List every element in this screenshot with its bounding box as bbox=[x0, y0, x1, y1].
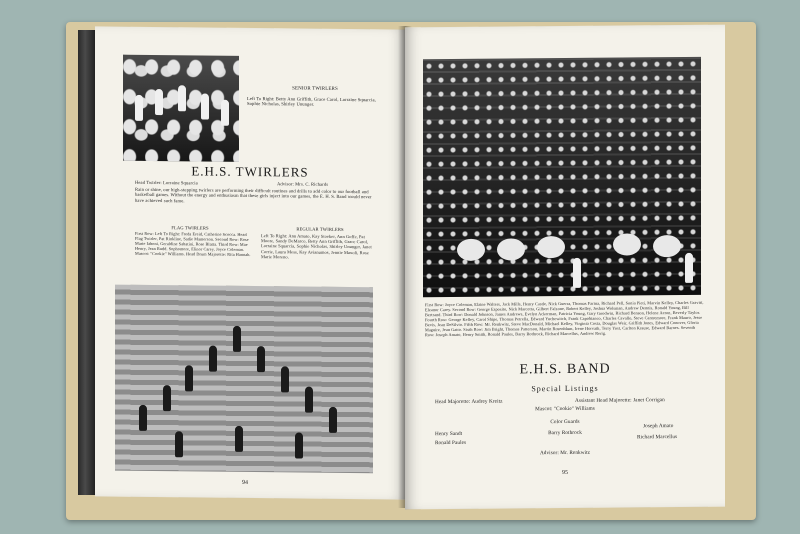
senior-twirlers-names: Left To Right: Betty Ann Griffith, Grace Carol, Lorraine Squarcia, Sophie Nicholas, Shirley Ununger. bbox=[247, 95, 376, 108]
band-advisor: Advisor: Mr. Renkwitz bbox=[539, 449, 591, 457]
twirler-figure bbox=[209, 346, 217, 372]
twirlers-title: E.H.S. TWIRLERS bbox=[191, 163, 309, 180]
twirler-figure bbox=[235, 426, 243, 452]
guard-name: Joseph Amato bbox=[643, 423, 674, 430]
majorette-figure bbox=[573, 258, 581, 288]
twirler-figure bbox=[163, 385, 171, 411]
assistant-head-majorette: Assistant Head Majorette: Janet Corrigan bbox=[575, 397, 665, 404]
twirlers-paragraph: Rain or shine, our high-stepping twirlers are performing their difficult routines and drills to add color to our football and basketball games. Without the energy and enthusiasm that these girls inject into our games, the E. H. S. Band would never have achieved such fame. bbox=[135, 186, 372, 204]
drum bbox=[457, 239, 485, 261]
guard-name: Henry Sandt bbox=[435, 430, 463, 438]
twirler-figure bbox=[185, 365, 193, 391]
twirler-figure bbox=[295, 432, 303, 458]
twirler-figure bbox=[257, 346, 265, 372]
band-caption: First Row: Joyce Coleman, Elaine Walters, Jack Mills, Henry Castle, Nick Guerra, Thomas Farina, Richard Pell, Sonia Pieti, Marvin Kelley, Charles Gravitt, Eleanor Carey. Second Row: George Esposito, Nick Marcetta, Gilbert Falzone, Robert Kelley, Joshua Wolsman, Andrew Dennis, Ronald Young, Bill Bertrand. Third Row: Donald Johnson, James Andrews, Evelyn Ackerman, Patricia Young, Gary Goodwin, Richard Benson, Helene Aeron, Beverly Taylor. Fourth Row: George Kelley, Carol Shipe, Thomas Petrella, Edward Yuchewitch, Frank Capobianco, Charles Cavallo, Steve Cantremore, Frank Mauro, Jesse Bevis, Jean DeSilvio. Fifth Row: Mr. Renkwitz, Steve MacDonald, Michael Kelley, Virginia Costa, Douglas Weir, Griffith Jones, Edward Conover, Gloria Maguire, Jean Gatto. Sixth Row: Jim Bright, Thomas Patterson, Martin Rosenblum, Irene Horvath, Terry Yost, Carlton Krause, Edward Barnes. Seventh Row: Joseph Amato, Henry Smith, Ronald Paules, Barry Rothrock, Richard Marcellus, Andrew Rerig. bbox=[425, 299, 704, 337]
twirlers-group-photo bbox=[115, 285, 373, 474]
band-group-photo bbox=[423, 57, 701, 297]
twirler-figure bbox=[221, 100, 229, 126]
right-page bbox=[405, 25, 725, 510]
twirler-figure bbox=[178, 85, 186, 111]
twirler-figure bbox=[135, 95, 143, 121]
page-number-left: 94 bbox=[242, 479, 248, 486]
left-page bbox=[95, 26, 405, 499]
twirler-figure bbox=[201, 93, 209, 119]
twirler-figure bbox=[155, 89, 163, 115]
page-stack-edge bbox=[78, 30, 96, 495]
guard-name: Richard Marcellus bbox=[637, 434, 678, 441]
twirler-figure bbox=[305, 387, 313, 413]
flag-twirlers-names: First Row: Left To Right: Freda Ereid, Catherine Scocca. Head Flag Twirler, Pat Rinkline, Sadie Mamerson. Second Row: Rose Marie Iaboni, Geraldine Sabatini, Rose Blatta. Third Row: Mae Henry, Jean Rudd. Sophomore, Elinor Carey, Joyce Coleman. Mascot: "Cookie" Williams. Head Drum Majorette: Rita Hannah. bbox=[135, 230, 251, 257]
twirler-figure bbox=[139, 405, 147, 431]
senior-twirlers-heading: SENIOR TWIRLERS bbox=[292, 86, 338, 92]
color-guards-label: Color Guards bbox=[550, 418, 580, 426]
twirler-figure bbox=[233, 326, 241, 352]
special-listings-heading: Special Listings bbox=[531, 383, 599, 394]
twirlers-advisor: Advisor: Mrs. C. Richards bbox=[277, 181, 329, 187]
drum bbox=[537, 236, 565, 258]
twirler-figure bbox=[329, 407, 337, 433]
guard-name: Barry Rothrock bbox=[548, 429, 582, 437]
drum bbox=[497, 238, 525, 260]
senior-twirlers-photo bbox=[123, 55, 239, 162]
majorette-figure bbox=[685, 253, 693, 283]
head-twirler: Head Twirler: Lorraine Squarcia bbox=[135, 179, 198, 186]
flag-twirlers-heading: FLAG TWIRLERS bbox=[171, 225, 209, 231]
regular-twirlers-names: Left To Right: Ann Amato, Kay Stoeker, Ann Goffe, Pat Moore, Sandy DeMarco, Betty Ann Griffith, Grace Carol, Lorraine Squarcia, Sophie Nicholas, Shirley Ununger, Janet Corrie, Laura Mess, Kay Avianumos, Jennie Maxoli, Rose Marie Moreno. bbox=[261, 233, 372, 260]
page-number-right: 95 bbox=[562, 469, 568, 477]
drum bbox=[653, 235, 681, 257]
guard-name: Ronald Paules bbox=[435, 439, 467, 447]
regular-twirlers-heading: REGULAR TWIRLERS bbox=[296, 226, 344, 232]
mascot: Mascot: "Cookie" Williams bbox=[535, 405, 595, 413]
band-title: E.H.S. BAND bbox=[519, 361, 611, 378]
twirler-figure bbox=[281, 366, 289, 392]
head-majorette: Head Majorette: Audrey Kreitz bbox=[435, 398, 503, 406]
drum bbox=[613, 233, 641, 255]
twirler-figure bbox=[175, 431, 183, 457]
